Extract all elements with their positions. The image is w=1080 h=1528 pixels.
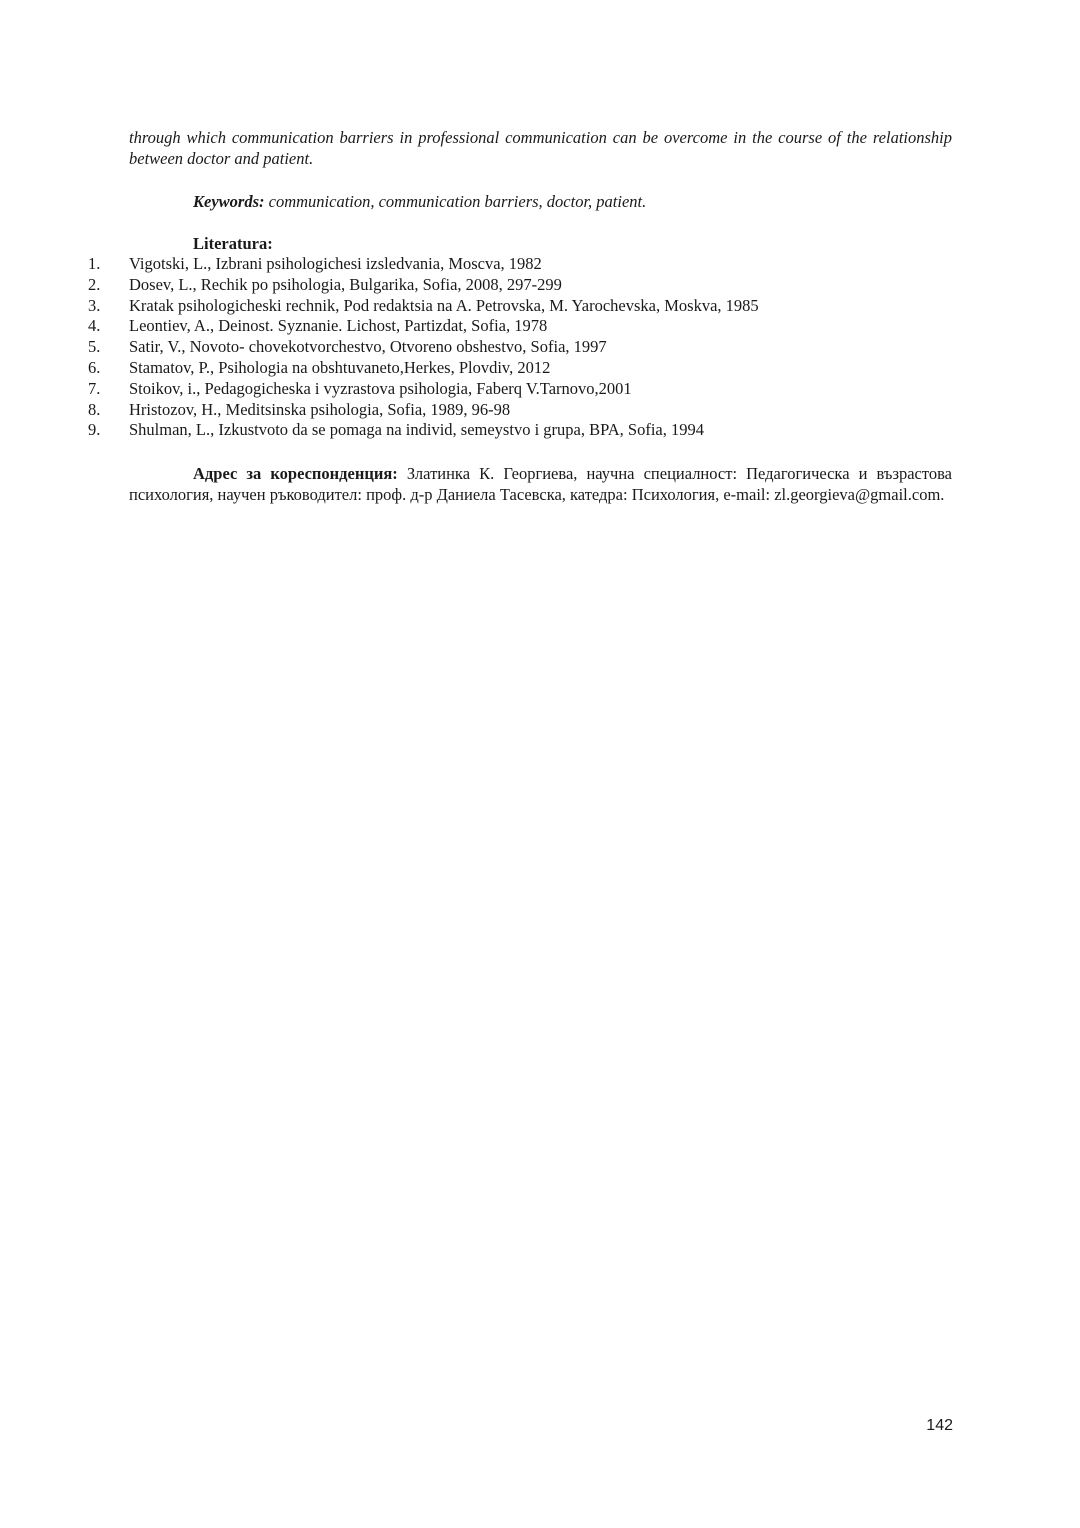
page-number: 142: [926, 1417, 953, 1434]
reference-item: [88, 296, 952, 317]
reference-number: 7.: [88, 378, 101, 398]
reference-number: 4.: [88, 316, 101, 336]
reference-number: 8.: [88, 399, 101, 419]
reference-item: [88, 337, 952, 358]
reference-number: 1.: [88, 254, 101, 273]
reference-text: Kratak psihologicheski rechnik, Pod redaktsia na A. Petrovska, M. Yarochevska, Moskva, 1985: [129, 295, 759, 315]
reference-text: Satir, V., Novoto- chovekotvorchestvo, Otvoreno obshestvo, Sofia, 1997: [129, 337, 607, 357]
reference-item: [88, 358, 952, 379]
reference-text: Dosev, L., Rechik po psihologia, Bulgarika, Sofia, 2008, 297-299: [129, 274, 562, 294]
reference-number: 9.: [88, 420, 101, 440]
reference-item: [88, 275, 952, 296]
reference-text: Leontiev, A., Deinost. Syznanie. Lichost, Partizdat, Sofia, 1978: [129, 316, 548, 336]
reference-item: [88, 316, 952, 337]
reference-item: [88, 400, 952, 421]
reference-item: [88, 379, 952, 400]
reference-text: Hristozov, H., Meditsinska psihologia, Sofia, 1989, 96-98: [129, 399, 511, 419]
reference-number: 2.: [88, 274, 101, 294]
reference-number: 5.: [88, 337, 101, 357]
correspondence-text: Златинка К. Георгиева, научна специалност: Педагогическа и възрастова психология, научен ръководител: проф. д-р Даниела Тасевска, катедра: Психология, e-mail: zl.georgieva@gmail.com.: [129, 464, 952, 504]
keywords-text: communication, communication barriers, doctor, patient.: [264, 192, 647, 211]
reference-text: Shulman, L., Izkustvoto da se pomaga na individ, semeystvo i grupa, BPA, Sofia, 1994: [129, 420, 705, 440]
reference-number: 6.: [88, 357, 101, 377]
reference-text: Vigotski, L., Izbrani psihologichesi izsledvania, Moscva, 1982: [129, 254, 542, 273]
reference-text: Stoikov, i., Pedagogicheska i vyzrastova psihologia, Faberq V.Tarnovo,2001: [129, 378, 632, 398]
literature-heading: Literatura:: [193, 234, 273, 253]
correspondence-address: [129, 463, 952, 505]
reference-item: [88, 254, 952, 275]
abstract-tail: through which communication barriers in professional communication can be overcome in the course of the relationship between doctor and patient.: [129, 128, 952, 168]
reference-item: [88, 420, 952, 441]
reference-list: [88, 254, 952, 441]
keywords-label: Keywords:: [193, 192, 265, 211]
reference-number: 3.: [88, 295, 101, 315]
keywords: [193, 191, 953, 212]
correspondence-label: Адрес за кореспонденция:: [193, 464, 398, 483]
reference-text: Stamatov, P., Psihologia na obshtuvaneto,Herkes, Plovdiv, 2012: [129, 357, 551, 377]
